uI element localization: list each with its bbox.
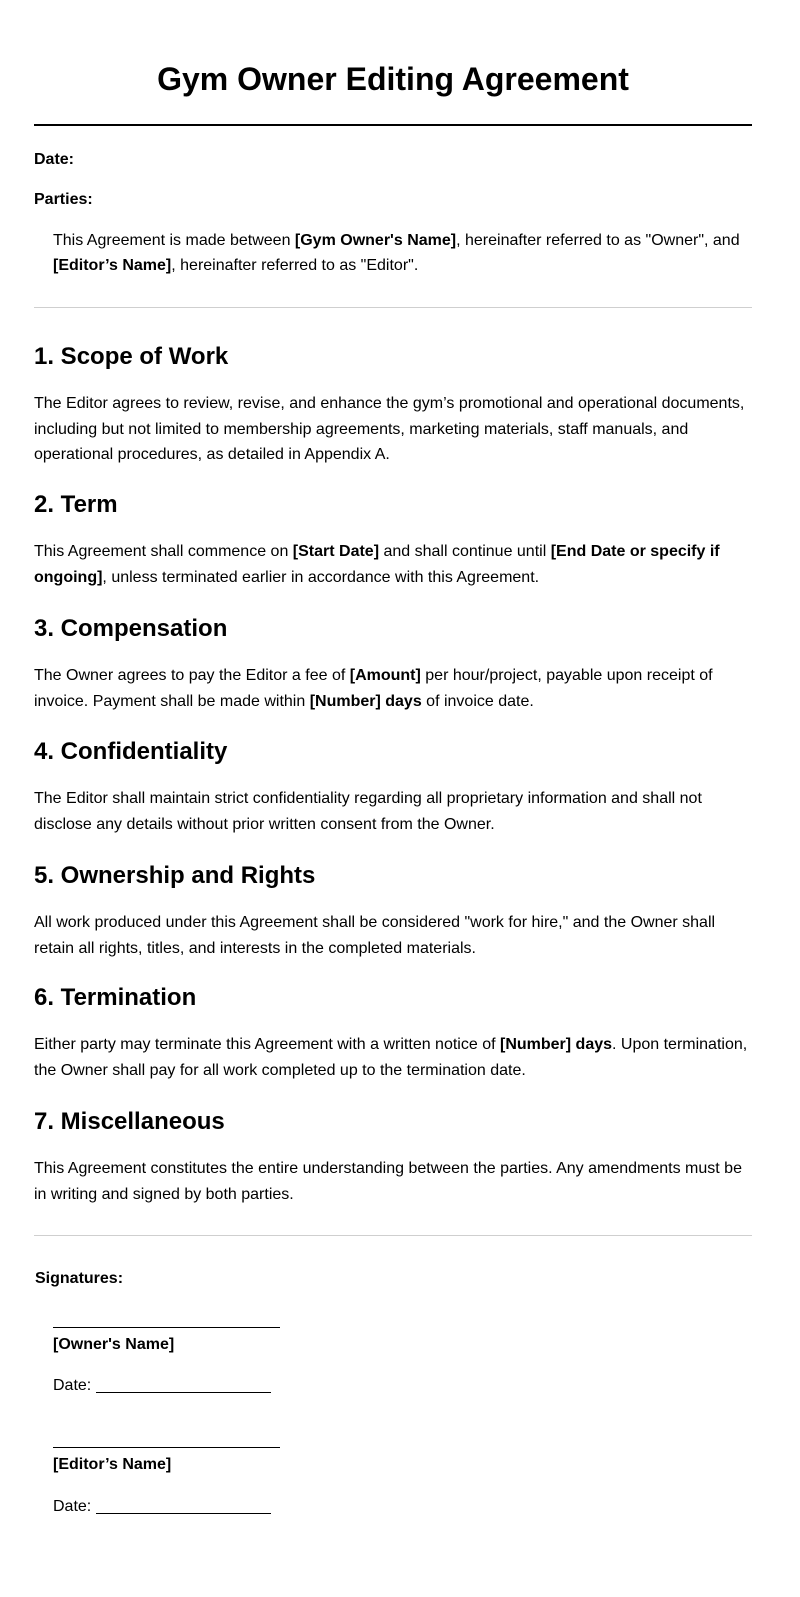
- section-heading-miscellaneous: 7. Miscellaneous: [34, 1108, 225, 1135]
- editor-signature-line: [53, 1447, 280, 1448]
- section-text-termination: [34, 1032, 752, 1083]
- term-text-2: and shall continue until: [379, 543, 551, 560]
- owner-name-label: [Owner's Name]: [53, 1336, 175, 1353]
- section-text-ownership: All work produced under this Agreement shall be considered "work for hire," and the Owner shall retain all rights, titles, and interests in the completed materials.: [34, 914, 716, 957]
- parties-text-2: , hereinafter referred to as "Owner", and: [456, 232, 740, 249]
- term-text-1: This Agreement shall commence on: [34, 543, 293, 560]
- amount-placeholder: [Amount]: [349, 667, 421, 684]
- section-text-scope: The Editor agrees to review, revise, and enhance the gym’s promotional and operational documents, including but not limited to membership agreements, marketing materials, staff manuals, and operational procedures, as detailed in Appendix A.: [34, 395, 745, 463]
- section-heading-compensation: 3. Compensation: [34, 615, 228, 642]
- document-title: Gym Owner Editing Agreement: [157, 61, 629, 97]
- section-heading-term: 2. Term: [34, 491, 118, 518]
- editor-name-placeholder: [Editor’s Name]: [53, 257, 172, 274]
- editor-name-label: [Editor’s Name]: [53, 1456, 172, 1473]
- section-text-compensation: [34, 663, 752, 714]
- section-text-miscellaneous: This Agreement constitutes the entire understanding between the parties. Any amendments must be in writing and signed by both parties.: [34, 1160, 742, 1203]
- section-heading-confidentiality: 4. Confidentiality: [34, 738, 228, 765]
- owner-date-line: [96, 1392, 271, 1393]
- signatures-label: Signatures:: [35, 1270, 124, 1287]
- comp-text-2: per hour/project, payable upon receipt of invoice. Payment shall be made within: [34, 667, 713, 710]
- section-heading-ownership: 5. Ownership and Rights: [34, 862, 316, 889]
- owner-signature-line: [53, 1327, 280, 1328]
- owner-date-label: Date:: [53, 1377, 92, 1394]
- start-date-placeholder: [Start Date]: [292, 543, 380, 560]
- owner-name-placeholder: [Gym Owner's Name]: [294, 232, 457, 249]
- end-date-placeholder: [End Date or specify if ongoing]: [34, 543, 720, 586]
- comp-text-3: of invoice date.: [421, 692, 534, 710]
- owner-date: [53, 1376, 271, 1396]
- title-divider: [34, 124, 752, 126]
- parties-paragraph: [53, 228, 743, 278]
- section-text-confidentiality: The Editor shall maintain strict confidentiality regarding all proprietary information and shall not disclose any details without prior written consent from the Owner.: [34, 790, 702, 833]
- date-label: Date:: [34, 151, 75, 168]
- section-heading-termination: 6. Termination: [34, 984, 197, 1011]
- comp-text-1: The Owner agrees to pay the Editor a fee of: [34, 667, 350, 684]
- payment-days-placeholder: [Number] days: [309, 692, 422, 710]
- parties-text-1: This Agreement is made between: [53, 232, 295, 249]
- parties-text-3: , hereinafter referred to as "Editor".: [171, 257, 419, 274]
- editor-date: [53, 1497, 271, 1517]
- section-heading-scope: 1. Scope of Work: [34, 343, 229, 370]
- termination-text-1: Either party may terminate this Agreement with a written notice of: [34, 1036, 500, 1053]
- termination-text-2: . Upon termination, the Owner shall pay for all work completed up to the termination date.: [34, 1036, 748, 1079]
- notice-days-placeholder: [Number] days: [499, 1036, 613, 1053]
- term-text-3: , unless terminated earlier in accordance with this Agreement.: [102, 568, 540, 586]
- signatures-divider: [34, 1235, 752, 1236]
- header-divider: [34, 307, 752, 308]
- parties-label: Parties:: [34, 191, 93, 208]
- section-text-term: [34, 539, 752, 590]
- editor-date-label: Date:: [53, 1498, 92, 1515]
- editor-date-line: [96, 1513, 271, 1514]
